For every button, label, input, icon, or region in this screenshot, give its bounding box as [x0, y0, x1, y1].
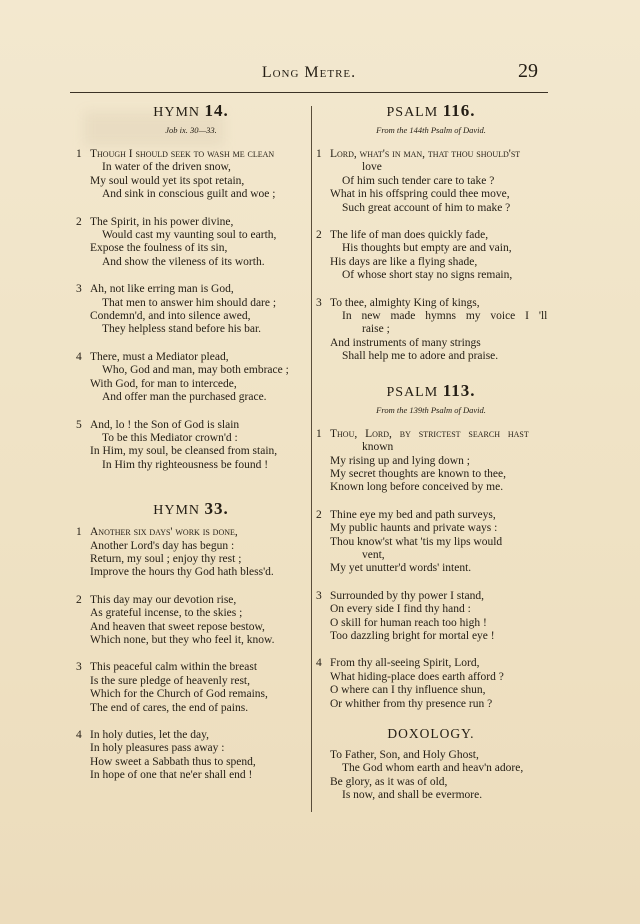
- verse-line: Return, my soul ; enjoy thy rest ;: [90, 552, 242, 565]
- stanza-number: 2: [316, 508, 322, 521]
- verse-line: They helpless stand before his bar.: [102, 323, 262, 336]
- verse-line: And instruments of many strings: [330, 336, 481, 349]
- header-rule: [70, 92, 548, 93]
- stanza-number: 2: [76, 215, 82, 228]
- stanza-number: 1: [76, 148, 82, 160]
- verse-line: What in his offspring could thee move,: [330, 188, 510, 201]
- verse-line: His thoughts but empty are and vain,: [342, 242, 512, 255]
- stanza-number: 4: [76, 729, 82, 741]
- verse-line: Of him such tender care to take ?: [342, 174, 495, 187]
- stanza-number: 1: [76, 526, 82, 539]
- hymn-label: HYMN: [153, 503, 201, 519]
- verse-line: Ah, not like erring man is God,: [90, 283, 234, 296]
- verse-line: In holy pleasures pass away :: [90, 742, 225, 755]
- verse-line: In water of the driven snow,: [102, 161, 231, 174]
- verse-line: In Him thy righteousness be found !: [102, 458, 269, 471]
- verse-line: O where can I thy influence shun,: [330, 684, 486, 697]
- verse-line: Known long before conceived by me.: [330, 481, 504, 494]
- verse-line: Which none, but they who feel it, know.: [90, 633, 275, 646]
- verse-line-continued: love: [362, 161, 382, 174]
- verse-line: Though I should seek to wash me clean: [90, 148, 275, 160]
- psalm-113: [312, 380, 550, 711]
- verse-line: Another Lord's day has begun :: [90, 539, 235, 552]
- verse-line: And, lo ! the Son of God is slain: [90, 418, 240, 431]
- verse-line-continued: raise ;: [362, 323, 390, 336]
- verse-line: The Spirit, in his power divine,: [90, 215, 234, 228]
- verse-line: And show the vileness of its worth.: [102, 255, 265, 268]
- stanza: [72, 526, 310, 580]
- verse-line: In holy duties, let the day,: [90, 729, 210, 741]
- verse-line: The life of man does quickly fade,: [330, 229, 489, 242]
- verse-line: Condemn'd, and into silence awed,: [90, 310, 251, 323]
- stanza: [312, 297, 550, 364]
- stanza-number: 2: [316, 229, 322, 242]
- verse-line: How sweet a Sabbath thus to spend,: [90, 755, 256, 768]
- verse-line: Of whose short stay no signs remain,: [342, 269, 513, 282]
- stanza: [312, 509, 550, 576]
- verse-line: That men to answer him should dare ;: [102, 296, 277, 309]
- doxology-title: DOXOLOGY.: [387, 726, 475, 741]
- verse-line: Too dazzling bright for mortal eye !: [330, 629, 495, 642]
- verse-line: My public haunts and private ways :: [330, 522, 498, 535]
- verse-line: From thy all-seeing Spirit, Lord,: [330, 657, 480, 670]
- verse-line: O skill for human reach too high !: [330, 616, 487, 629]
- verse-line: With God, for man to intercede,: [90, 377, 237, 390]
- doxology: [312, 723, 550, 803]
- verse-line: Another six days' work is done,: [90, 526, 238, 539]
- verse-line: My soul would yet its spot retain,: [90, 174, 245, 187]
- verse-line: Thine eye my bed and path surveys,: [330, 508, 496, 521]
- stanza: [312, 428, 550, 495]
- stanza-number: 5: [76, 418, 82, 431]
- psalm-label: PSALM: [386, 105, 439, 120]
- running-title: Long Metre.: [261, 64, 357, 81]
- verse-line: This day may our devotion rise,: [90, 593, 237, 606]
- stanza-number: 3: [316, 296, 322, 309]
- stanza-number: 1: [316, 427, 322, 440]
- stanza: [312, 749, 550, 803]
- scripture-reference: Job ix. 30—33.: [165, 125, 217, 135]
- hymn-title: [72, 100, 310, 122]
- verse-line: And heaven that sweet repose bestow,: [90, 620, 265, 633]
- verse-line: Improve the hours thy God hath bless'd.: [90, 566, 274, 579]
- verse-line: Which for the Church of God remains,: [90, 688, 268, 701]
- stanza-number: 3: [316, 589, 322, 602]
- verse-line: Such great account of him to make ?: [342, 201, 511, 214]
- verse-line: Is the sure pledge of heavenly rest,: [90, 674, 250, 687]
- verse-line: Shall help me to adore and praise.: [342, 350, 499, 363]
- psalm-source: From the 139th Psalm of David.: [376, 404, 486, 415]
- verse-line: Lord, what's in man, that thou should'st: [330, 148, 521, 160]
- verse-line: In hope of one that ne'er shall end !: [90, 769, 253, 782]
- verse-line: On every side I find thy hand :: [330, 603, 471, 616]
- verse-line: The end of cares, the end of pains.: [90, 701, 249, 714]
- left-column: [72, 100, 310, 797]
- page-number: 29: [518, 60, 538, 82]
- verse-line: As grateful incense, to the skies ;: [90, 607, 243, 620]
- psalm-title: [312, 100, 550, 122]
- verse-line: Or whither from thy presence run ?: [330, 697, 493, 710]
- verse-line: Be glory, as it was of old,: [330, 775, 448, 788]
- verse-line: My secret thoughts are known to thee,: [330, 467, 506, 480]
- hymn-14: [72, 100, 310, 472]
- verse-line: There, must a Mediator plead,: [90, 350, 229, 363]
- psalm-number: 113.: [442, 380, 476, 400]
- verse-line: Surrounded by thy power I stand,: [330, 589, 484, 602]
- verse-line: My yet unutter'd words' intent.: [330, 562, 472, 575]
- verse-line: Is now, and shall be evermore.: [342, 789, 483, 802]
- verse-line: In Him, my soul, be cleansed from stain,: [90, 445, 278, 458]
- verse-line: In new made hymns my voice I 'll: [342, 310, 548, 323]
- verse-line: To thee, almighty King of kings,: [330, 296, 480, 309]
- verse-line: This peaceful calm within the breast: [90, 661, 258, 674]
- stanza: [312, 229, 550, 283]
- hymn-number: 14.: [204, 101, 229, 120]
- verse-line: Thou, Lord, by strictest search hast: [330, 427, 529, 440]
- stanza: [312, 657, 550, 711]
- stanza: [72, 351, 310, 405]
- stanza: [312, 590, 550, 644]
- verse-line: What hiding-place does earth afford ?: [330, 670, 504, 683]
- stanza: [72, 729, 310, 783]
- stanza: [312, 148, 550, 215]
- verse-line: To Father, Son, and Holy Ghost,: [330, 749, 479, 761]
- verse-line: Expose the foulness of its sin,: [90, 242, 228, 255]
- psalm-label: PSALM: [386, 384, 439, 400]
- psalm-number: 116.: [442, 101, 476, 120]
- right-column: [312, 100, 550, 817]
- stanza: [72, 216, 310, 270]
- stanza-number: 3: [76, 661, 82, 674]
- stanza-number: 1: [316, 148, 322, 160]
- verse-line: The God whom earth and heav'n adore,: [342, 762, 524, 775]
- psalm-title: [312, 380, 550, 402]
- verse-line: Would cast my vaunting soul to earth,: [102, 229, 277, 242]
- verse-line-continued: known: [362, 441, 394, 454]
- stanza: [72, 419, 310, 473]
- stanza: [72, 594, 310, 648]
- hymn-title: [72, 498, 310, 520]
- hymn-number: 33.: [204, 499, 229, 519]
- verse-line: And sink in conscious guilt and woe ;: [102, 188, 276, 201]
- hymn-33: [72, 498, 310, 783]
- stanza-number: 2: [76, 593, 82, 606]
- verse-line: His days are like a flying shade,: [330, 255, 478, 268]
- verse-line-continued: vent,: [362, 548, 385, 561]
- verse-line: And offer man the purchased grace.: [102, 391, 267, 404]
- verse-line: To be this Mediator crown'd :: [102, 431, 238, 444]
- stanza-number: 3: [76, 283, 82, 296]
- verse-line: Thou know'st what 'tis my lips would: [330, 535, 503, 548]
- psalm-source: From the 144th Psalm of David.: [376, 125, 486, 135]
- stanza: [72, 283, 310, 337]
- stanza-number: 4: [76, 350, 82, 363]
- stanza: [72, 148, 310, 202]
- verse-line: Who, God and man, may both embrace ;: [102, 364, 289, 377]
- verse-line: My rising up and lying down ;: [330, 454, 470, 467]
- psalm-116: [312, 100, 550, 364]
- stanza: [72, 661, 310, 715]
- hymn-label: HYMN: [153, 105, 201, 120]
- stanza-number: 4: [316, 657, 322, 670]
- running-head: [70, 58, 548, 92]
